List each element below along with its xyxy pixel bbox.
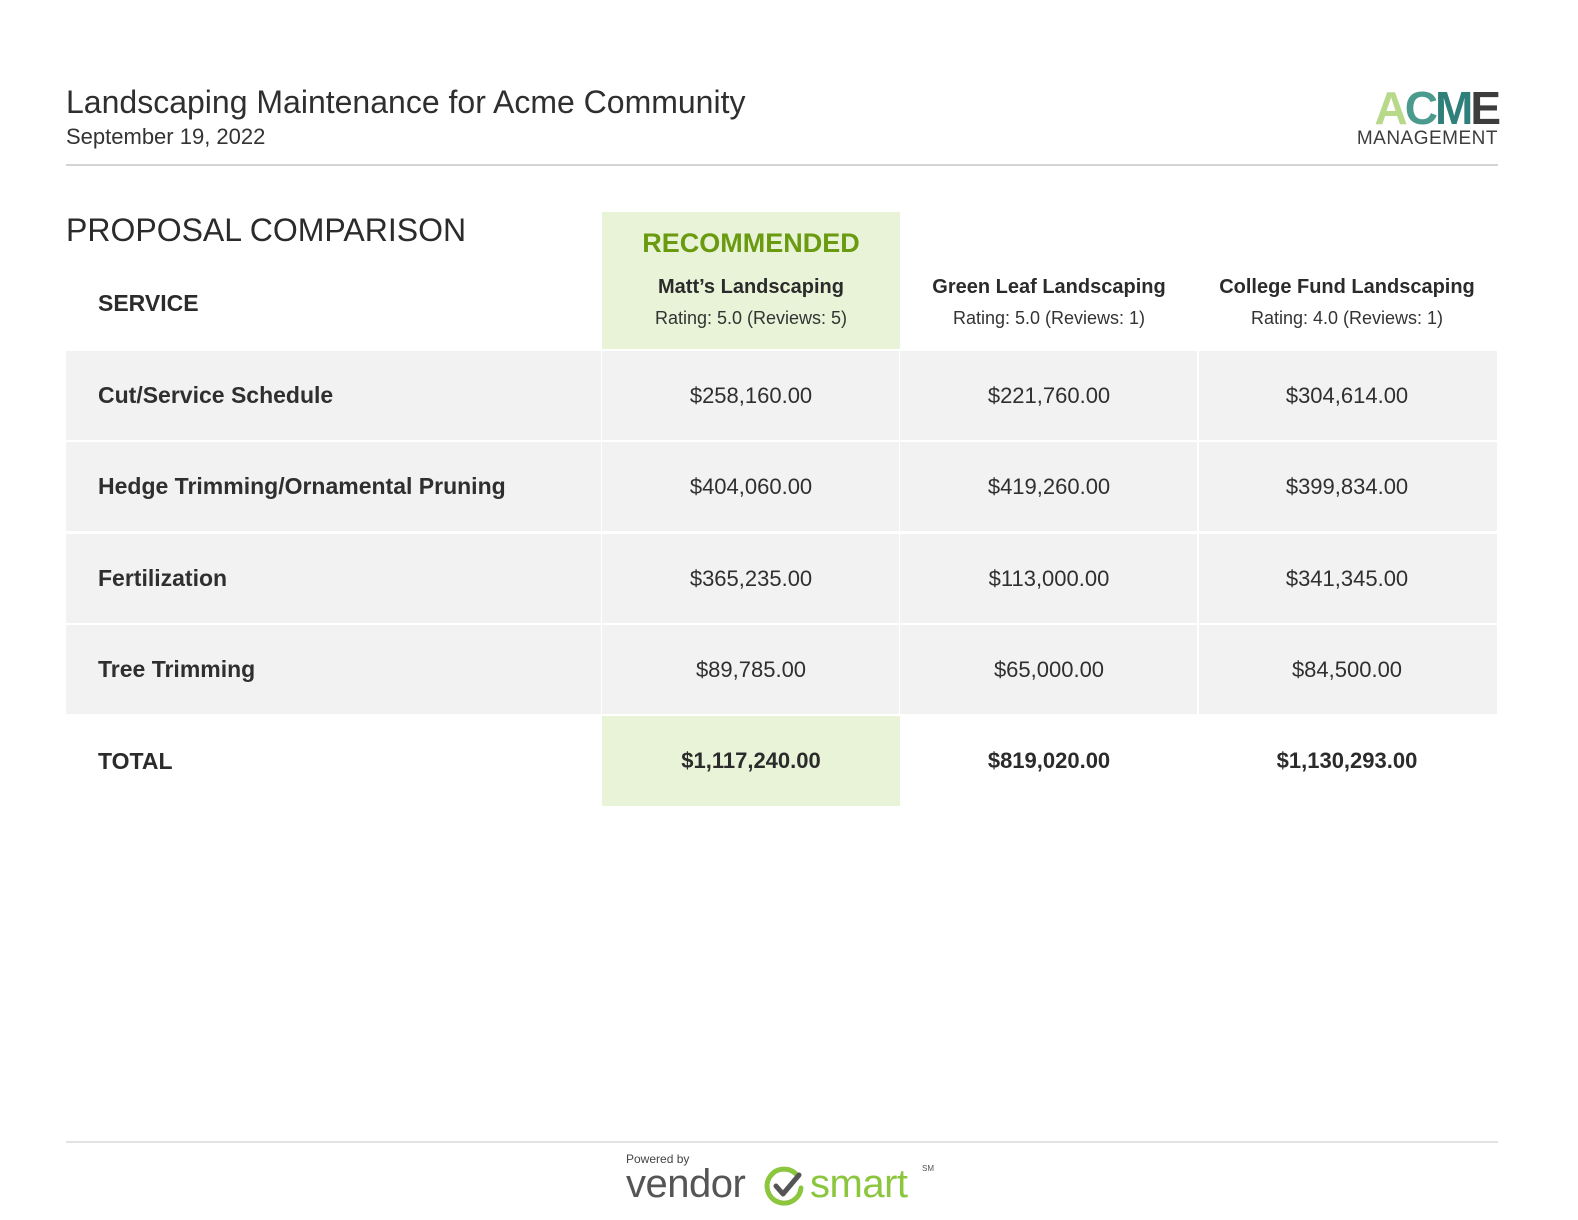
total-cell: $1,117,240.00 bbox=[681, 748, 821, 773]
price-cell: $258,160.00 bbox=[689, 383, 813, 408]
vendor-name: College Fund Landscaping bbox=[1219, 276, 1475, 298]
vendor-name: Matt’s Landscaping bbox=[658, 276, 844, 298]
logo-letter-m: M bbox=[1434, 82, 1471, 134]
price-cell: $419,260.00 bbox=[987, 474, 1111, 499]
price-cell: $65,000.00 bbox=[993, 657, 1105, 682]
price-cell: $404,060.00 bbox=[689, 474, 813, 499]
logo-subtitle: MANAGEMENT bbox=[1356, 128, 1498, 149]
price-cell: $113,000.00 bbox=[988, 566, 1110, 591]
powered-by-text: Powered by bbox=[626, 1152, 690, 1166]
vendorsmart-logo bbox=[626, 1150, 956, 1210]
total-cell: $819,020.00 bbox=[987, 748, 1111, 773]
price-cell: $399,834.00 bbox=[1285, 474, 1409, 499]
recommended-label: RECOMMENDED bbox=[642, 228, 860, 258]
service-label: Tree Trimming bbox=[98, 656, 256, 682]
footer-divider bbox=[66, 1141, 1498, 1143]
vendor-rating: Rating: 5.0 (Reviews: 1) bbox=[952, 308, 1146, 328]
document-header bbox=[66, 84, 1498, 164]
document-title: Landscaping Maintenance for Acme Community bbox=[66, 84, 746, 120]
service-label: Hedge Trimming/Ornamental Pruning bbox=[98, 473, 506, 499]
logo-letter-c: C bbox=[1404, 82, 1435, 134]
section-title: PROPOSAL COMPARISON bbox=[66, 212, 467, 248]
vendor-name: Green Leaf Landscaping bbox=[932, 276, 1166, 298]
price-cell: $221,760.00 bbox=[987, 383, 1111, 408]
brand-vendor-text: vendor bbox=[626, 1162, 746, 1206]
check-circle-icon bbox=[764, 1166, 806, 1206]
vendor-rating: Rating: 5.0 (Reviews: 5) bbox=[654, 308, 848, 328]
price-cell: $365,235.00 bbox=[689, 566, 813, 591]
vendor-rating: Rating: 4.0 (Reviews: 1) bbox=[1250, 308, 1444, 328]
service-label: Cut/Service Schedule bbox=[98, 382, 334, 408]
service-mark: SM bbox=[922, 1164, 934, 1173]
price-cell: $304,614.00 bbox=[1285, 383, 1409, 408]
logo-letter-a: A bbox=[1374, 82, 1405, 134]
service-column-header: SERVICE bbox=[98, 290, 199, 316]
price-cell: $89,785.00 bbox=[695, 657, 807, 682]
logo-wordmark bbox=[1374, 82, 1498, 134]
service-label: Fertilization bbox=[98, 565, 228, 591]
logo-letter-e: E bbox=[1470, 82, 1498, 134]
price-cell: $341,345.00 bbox=[1285, 566, 1409, 591]
acme-logo bbox=[1348, 82, 1498, 150]
brand-smart-text: smart bbox=[810, 1162, 908, 1206]
header-divider bbox=[66, 164, 1498, 166]
total-cell: $1,130,293.00 bbox=[1276, 748, 1418, 773]
price-cell: $84,500.00 bbox=[1291, 657, 1403, 682]
total-label: TOTAL bbox=[98, 748, 173, 774]
document-date: September 19, 2022 bbox=[66, 124, 266, 149]
